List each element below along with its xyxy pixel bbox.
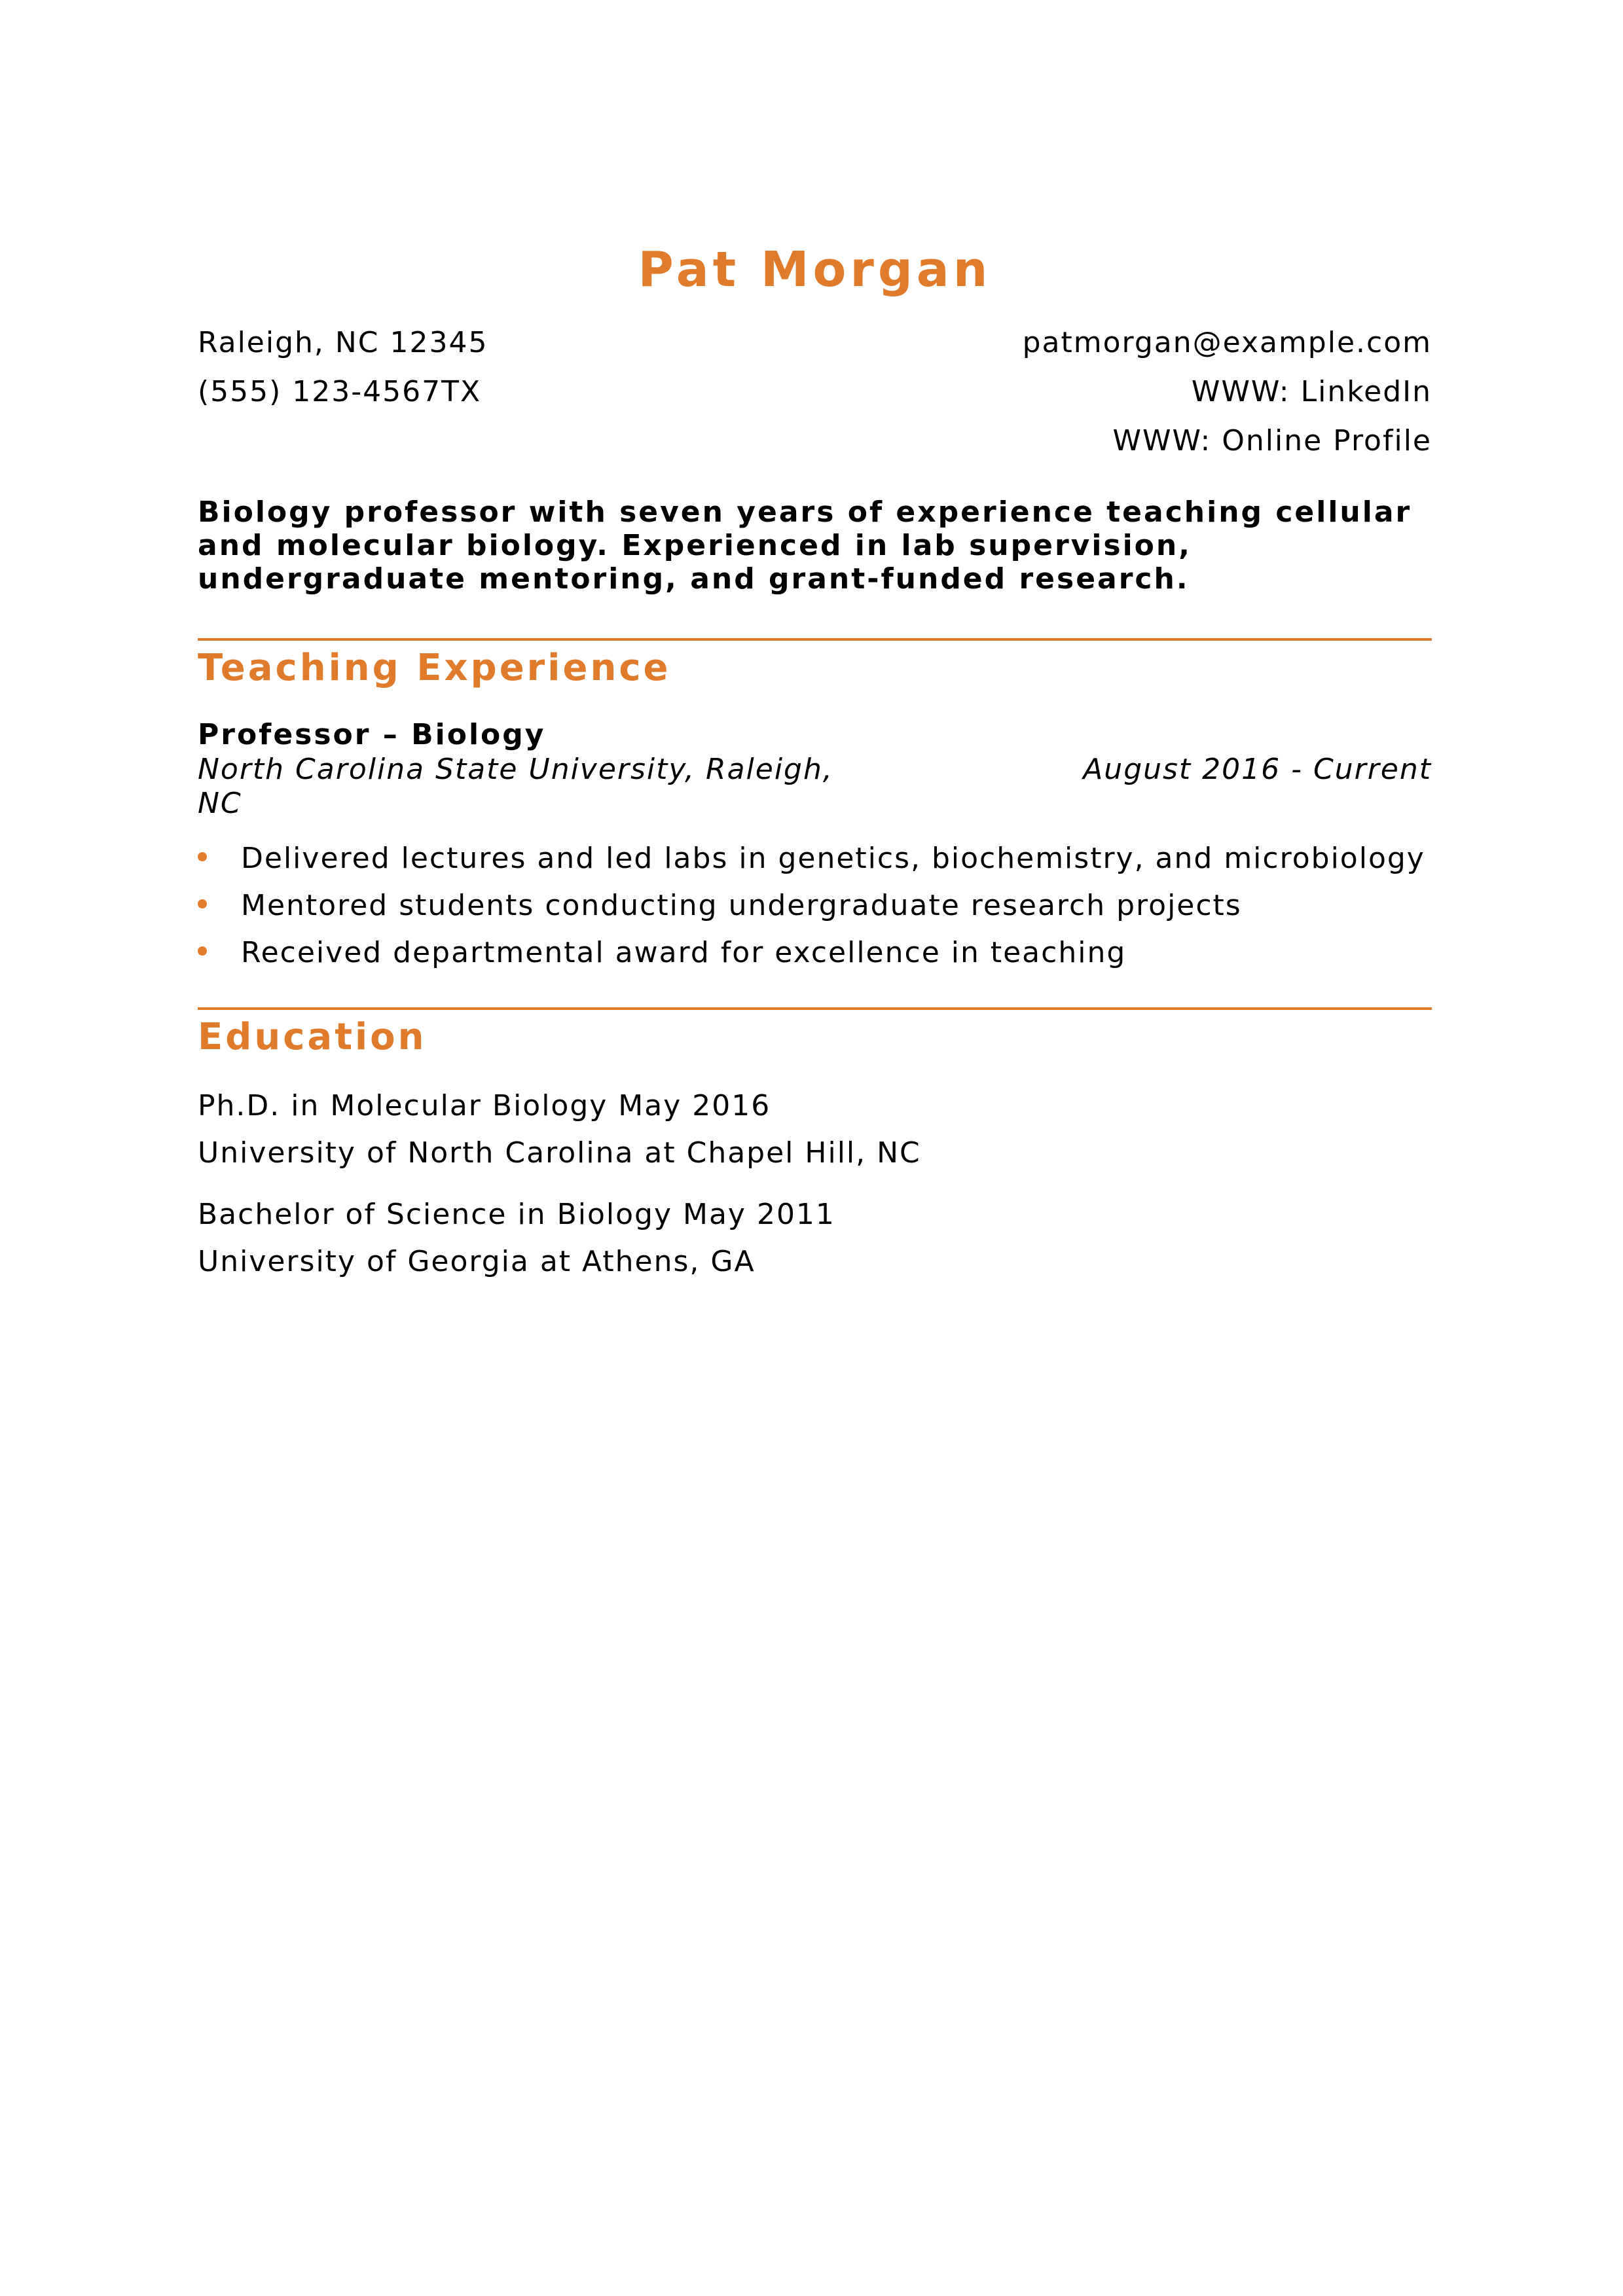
online-profile-link[interactable]: WWW: Online Profile [1112, 424, 1432, 457]
job-bullet-list [198, 835, 1432, 977]
section-divider-experience [198, 638, 1432, 641]
bullet-text: Mentored students conducting undergraduate research projects [241, 889, 1242, 922]
location-text: Raleigh, NC 12345 [198, 326, 488, 359]
candidate-name: Pat Morgan [638, 242, 992, 298]
linkedin-link[interactable]: WWW: LinkedIn [1191, 375, 1432, 408]
section-divider-education [198, 1007, 1432, 1010]
bullet-icon [198, 852, 207, 861]
list-item [198, 835, 1432, 882]
list-item [198, 882, 1432, 929]
list-item [198, 929, 1432, 977]
bullet-icon [198, 899, 207, 908]
resume-page [198, 0, 1432, 2296]
education-degree-2: Bachelor of Science in Biology May 2011 [198, 1198, 835, 1231]
email-link[interactable]: patmorgan@example.com [1022, 326, 1432, 359]
bullet-text: Delivered lectures and led labs in genetics, biochemistry, and microbiology [241, 842, 1425, 875]
job-dates: August 2016 - Current [1083, 753, 1432, 786]
job-title: Professor – Biology [198, 718, 546, 751]
job-employer: North Carolina State University, Raleigh, NC [198, 753, 833, 820]
bullet-icon [198, 946, 207, 956]
education-degree-1: Ph.D. in Molecular Biology May 2016 [198, 1089, 771, 1122]
section-title-teaching-experience: Teaching Experience [198, 647, 671, 689]
phone-text: (555) 123-4567TX [198, 375, 482, 408]
education-school-2: University of Georgia at Athens, GA [198, 1245, 756, 1278]
section-title-education: Education [198, 1016, 427, 1058]
bullet-text: Received departmental award for excellence in teaching [241, 936, 1127, 969]
professional-summary: Biology professor with seven years of experience teaching cellular and molecular biology. Experienced in lab supervision, undergraduate mentoring, and grant-funded research. [198, 495, 1412, 596]
education-school-1: University of North Carolina at Chapel Hill, NC [198, 1136, 921, 1170]
